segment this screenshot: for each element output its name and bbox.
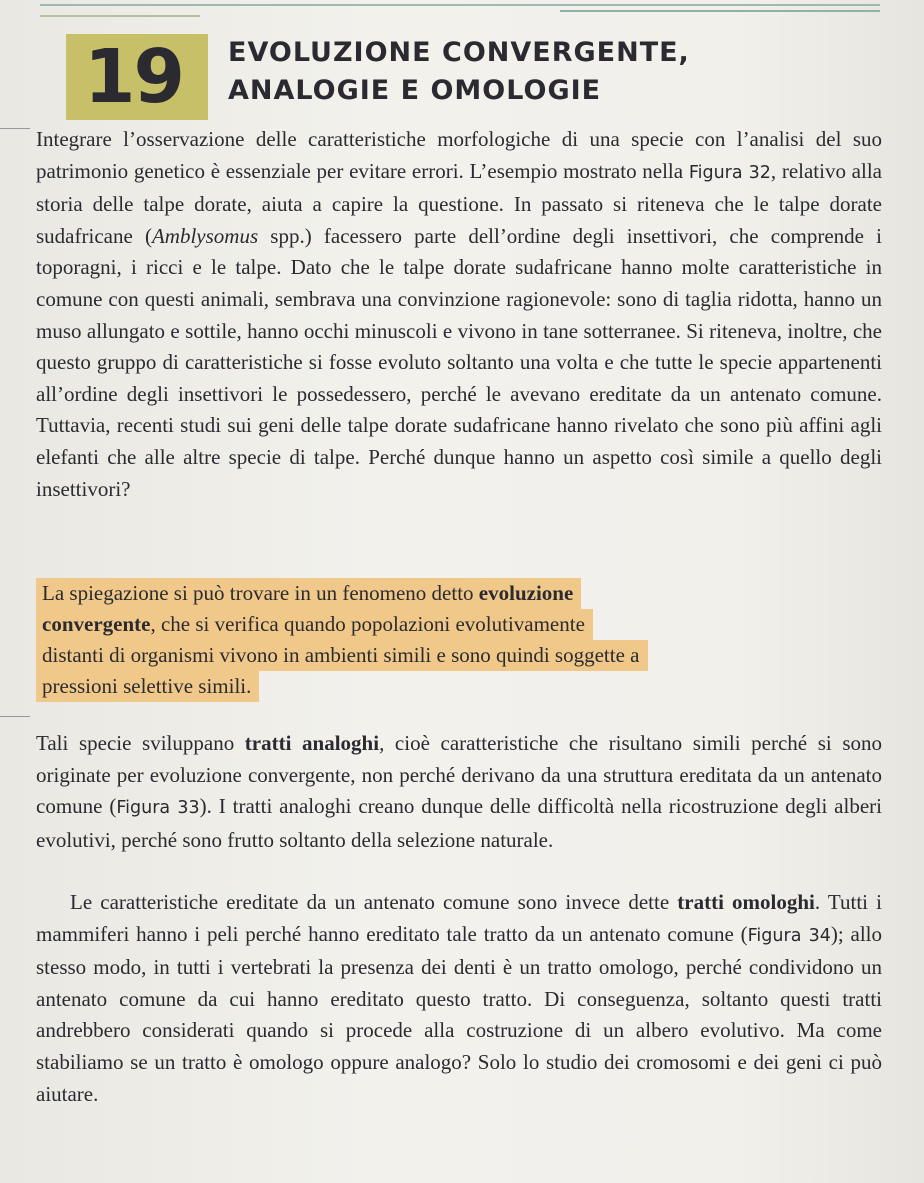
paragraph-homologous-text-2: . Tutti i mammiferi hanno i peli perché hanno ereditato tale tratto da un antenato comune ( <box>36 890 882 946</box>
term-tratti-analoghi: tratti analoghi <box>244 731 380 755</box>
margin-mark-top <box>0 128 30 129</box>
margin-mark-middle <box>0 716 30 717</box>
highlight-line-2-text: , che si verifica quando popolazioni evolutivamente <box>150 612 585 636</box>
top-rule-1 <box>40 4 880 6</box>
term-tratti-omologhi: tratti omologhi <box>677 890 815 914</box>
term-evoluzione: evoluzione <box>478 581 574 605</box>
highlight-line-4: pressioni selettive simili. <box>36 671 259 702</box>
paragraph-intro-text-1: Integrare l’osservazione delle caratteristiche morfologiche di una specie con l’analisi del suo patrimonio genetico è essenziale per evitare errori. L’esempio mostrato nella <box>36 127 882 183</box>
highlight-line-1-text: La spiegazione si può trovare in un fenomeno detto <box>42 581 479 605</box>
figure-34-link[interactable]: Figura 34 <box>747 925 831 946</box>
paragraph-homologous <box>36 887 882 1110</box>
chapter-title-line2: ANALOGIE E OMOLOGIE <box>228 75 602 106</box>
highlighted-definition <box>36 578 816 702</box>
chapter-number: 19 <box>84 34 183 120</box>
paragraph-intro-text-2: , relativo alla storia delle talpe dorate, aiuta a capire la questione. In passato si riteneva che le talpe dorate sudafricane ( <box>36 158 882 248</box>
top-rule-3 <box>560 10 880 12</box>
chapter-title <box>228 34 868 110</box>
paragraph-analogous-text-2: , cioè caratteristiche che risultano simili perché si sono originate per evoluzione convergente, non perché derivano da una struttura ereditata da un antenato comune ( <box>36 731 883 819</box>
paragraph-analogous <box>36 728 882 856</box>
paragraph-analogous-text-3: ). I tratti analoghi creano dunque delle difficoltà nella ricostruzione degli alberi evolutivi, perché sono frutto soltanto della selezione naturale. <box>36 794 882 852</box>
highlight-line-3: distanti di organismi vivono in ambienti simili e sono quindi soggette a <box>36 640 648 671</box>
paragraph-intro-text-3: spp.) facessero parte dell’ordine degli insettivori, che comprende i toporagni, i ricci e le talpe. Dato che le talpe dorate sudafricane hanno molte caratteristiche in comune con questi animali, sembrava una convinzione ragionevole: sono di taglia ridotta, hanno un muso allungato e sottile, hanno occhi minuscoli e vivono in tane sotterranee. Si riteneva, inoltre, che questo gruppo di caratteristiche si fosse evoluto soltanto una volta e che tutte le specie appartenenti all’ordine degli insettivori le possedessero, perché le avevano ereditate da un antenato comune. Tuttavia, recenti studi sui geni delle talpe dorate sudafricane hanno rivelato che sono più affini agli elefanti che alle altre specie di talpe. Perché dunque hanno un aspetto così simile a quello degli insettivori? <box>36 223 882 501</box>
highlight-line-1 <box>36 578 581 609</box>
term-convergente: convergente <box>42 612 151 636</box>
figure-33-link[interactable]: Figura 33 <box>116 798 200 819</box>
paragraph-homologous-text-3: ); allo stesso modo, in tutti i vertebrati la presenza dei denti è un tratto omologo, perché condividono un antenato comune da cui hanno ereditato questo tratto. Di conseguenza, soltanto questi tratti andrebbero considerati quando si procede alla costruzione di un albero evolutivo. Ma come stabiliamo se un tratto è omologo oppure analogo? Solo lo studio dei cromosomi e dei geni ci può aiutare. <box>36 921 882 1106</box>
species-name: Amblysomus <box>151 223 259 248</box>
highlight-line-2 <box>36 609 593 640</box>
chapter-title-line1: EVOLUZIONE CONVERGENTE, <box>228 37 690 68</box>
figure-32-link[interactable]: Figura 32 <box>688 162 771 183</box>
paragraph-analogous-text-1: Tali specie sviluppano <box>36 731 245 755</box>
top-rule-2 <box>40 15 200 17</box>
paragraph-intro <box>36 124 882 505</box>
paragraph-homologous-text-1: Le caratteristiche ereditate da un antenato comune sono invece dette <box>70 890 678 914</box>
